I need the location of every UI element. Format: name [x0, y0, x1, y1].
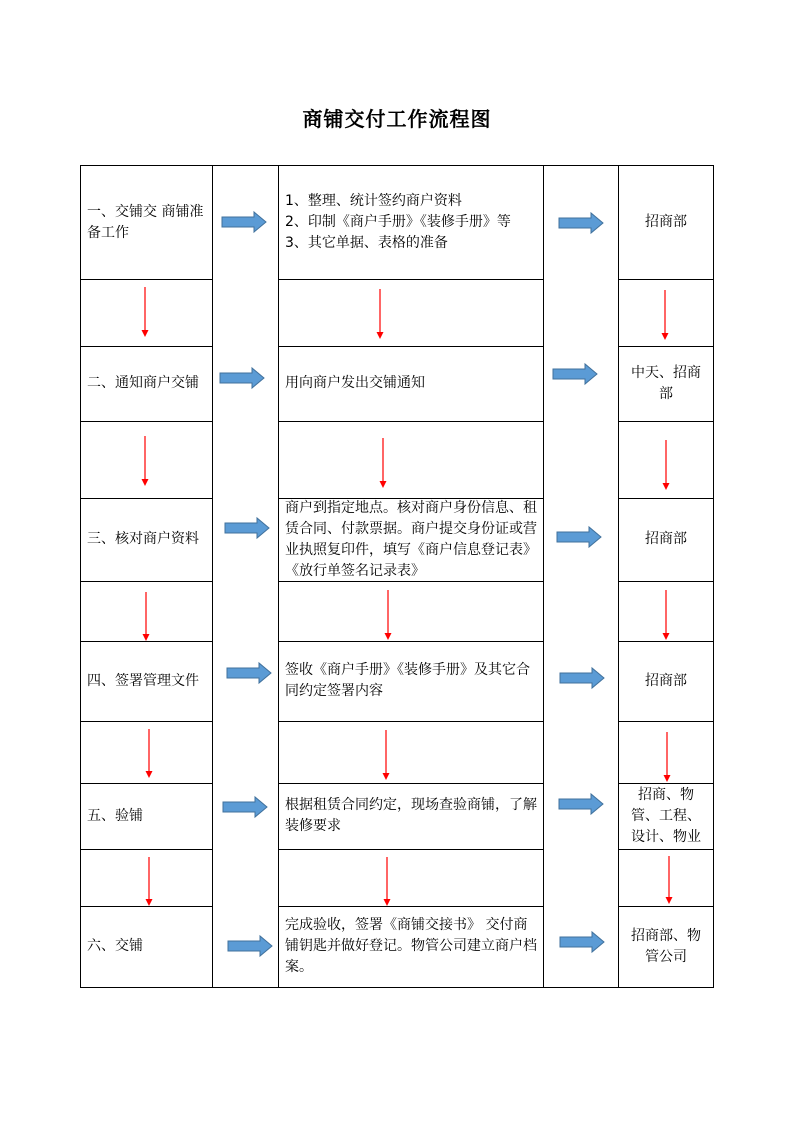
flow-arrow-right-icon [228, 936, 272, 956]
step-4-department: 招商部 [645, 672, 687, 689]
step-3-description [279, 498, 543, 581]
step-3-line-2: 赁合同、付款票据。商户提交身份证或营 [285, 520, 537, 537]
step-5-department: 招商、物管、工程、设计、物业 [631, 786, 701, 845]
step-4-label: 四、签署管理文件 [87, 672, 199, 689]
down-arrow-icon [664, 732, 671, 782]
step-1-line-1: 1、整理、统计签约商户资料 [285, 193, 462, 209]
step-5-line-1: 根据租赁合同约定，现场查验商铺，了解 [285, 797, 537, 813]
step-5-lines [285, 795, 537, 837]
step-1-label: 一、交铺交 商铺准备工作 [87, 203, 204, 241]
step-2-description [279, 346, 543, 421]
step-1-description [279, 166, 543, 279]
step-3-line-4: 《放行单签名记录表》 [285, 562, 425, 579]
step-4-line-2: 同约定签署内容 [285, 683, 383, 699]
down-arrow-icon [385, 590, 392, 640]
step-1-lines [285, 191, 511, 254]
step-2-label: 二、通知商户交铺 [87, 375, 199, 391]
step-5-label: 五、验铺 [87, 807, 143, 824]
step-3-department: 招商部 [645, 531, 687, 547]
step-5-description [279, 783, 543, 849]
flow-arrow-right-icon [223, 797, 267, 817]
down-arrow-icon [377, 289, 384, 339]
step-6-description [279, 906, 543, 987]
down-arrow-icon [142, 436, 149, 486]
step-6-line-3: 案。 [285, 959, 313, 975]
down-arrow-icon [142, 287, 149, 337]
step-5-line-2: 装修要求 [285, 818, 341, 834]
step-4-lines [285, 660, 530, 702]
flow-arrow-right-icon [227, 663, 271, 683]
step-6-line-1: 完成验收，签署《商铺交接书》 交付商 [285, 917, 528, 933]
step-4-line-1: 签收《商户手册》《装修手册》及其它合 [285, 662, 530, 678]
step-4-description [279, 641, 543, 721]
down-arrow-icon [384, 857, 391, 906]
step-6-department: 招商部、物管公司 [631, 927, 701, 965]
step-1-line-2: 2、印制《商户手册》《装修手册》等 [285, 214, 511, 230]
down-arrow-icon [663, 440, 670, 490]
flow-arrow-right-icon [559, 213, 603, 233]
step-2-lines [285, 373, 425, 394]
flow-arrow-right-icon [557, 527, 601, 547]
flow-arrow-right-icon [225, 518, 269, 538]
down-arrow-icon [666, 856, 673, 904]
step-3-label: 三、核对商户资料 [87, 531, 199, 547]
down-arrow-icon [383, 730, 390, 780]
down-arrow-icon [146, 729, 153, 778]
step-6-label: 六、交铺 [87, 938, 143, 954]
step-2-department: 中天、招商部 [631, 364, 701, 402]
down-arrow-icon [663, 590, 670, 640]
flow-arrow-right-icon [222, 212, 266, 232]
step-3-line-1: 商户到指定地点。核对商户身份信息、租 [285, 499, 537, 516]
down-arrow-icon [146, 857, 153, 906]
step-6-line-2: 铺钥匙并做好登记。物管公司建立商户档 [285, 938, 537, 954]
flow-arrow-right-icon [560, 668, 604, 688]
step-1-line-3: 3、其它单据、表格的准备 [285, 235, 448, 251]
step-3-lines [285, 498, 537, 582]
down-arrow-icon [662, 290, 669, 340]
flow-arrow-right-icon [553, 364, 597, 384]
down-arrow-icon [380, 438, 387, 488]
step-2-line-1: 用向商户发出交铺通知 [285, 375, 425, 391]
step-6-lines [285, 915, 537, 978]
flow-arrow-right-icon [559, 794, 603, 814]
down-arrow-icon [143, 592, 150, 641]
flow-arrow-right-icon [220, 368, 264, 388]
step-1-department: 招商部 [645, 214, 687, 230]
flow-arrow-right-icon [560, 932, 604, 952]
page-title: 商铺交付工作流程图 [302, 107, 492, 131]
step-3-line-3: 业执照复印件，填写《商户信息登记表》 [285, 541, 537, 558]
